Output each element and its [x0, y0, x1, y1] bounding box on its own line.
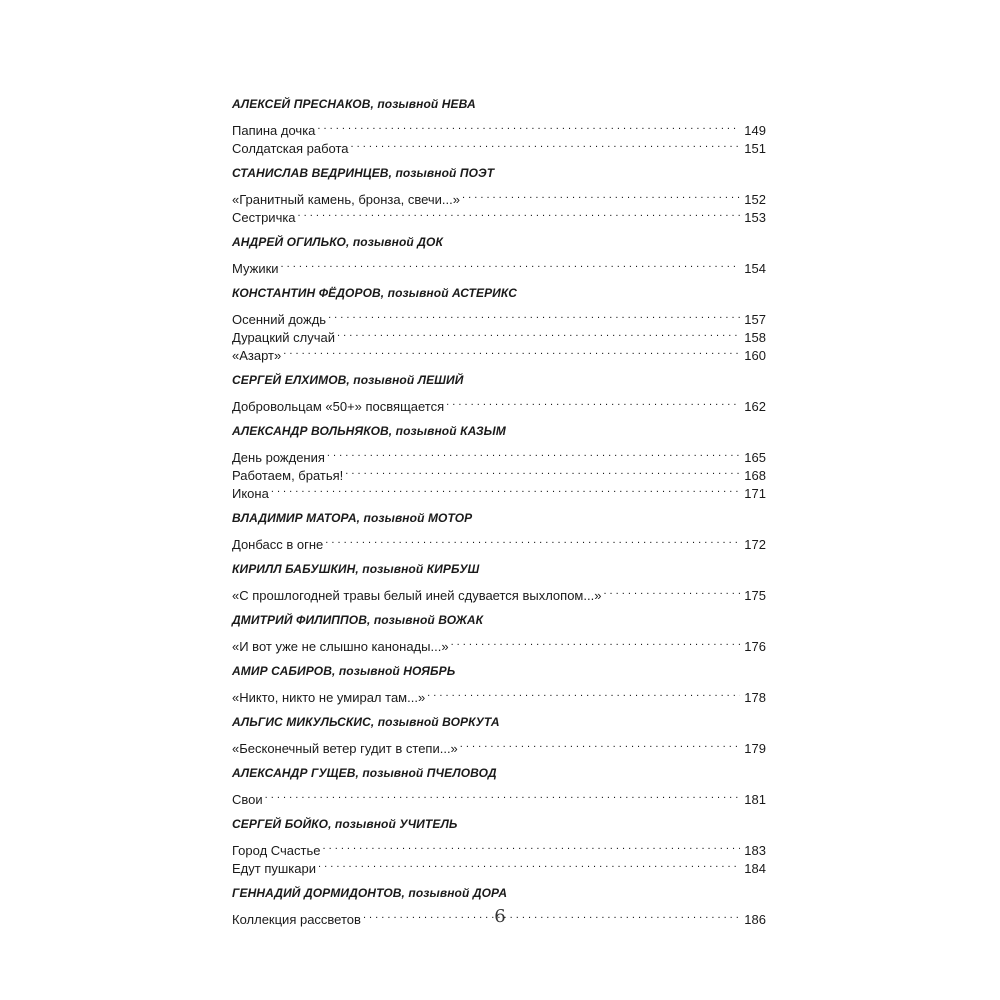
entry-title: Работаем, братья! [232, 468, 344, 483]
dot-leader [462, 186, 740, 204]
toc-section [232, 372, 766, 414]
toc-entry[interactable] [232, 255, 766, 276]
entry-page-number: 183 [744, 843, 766, 858]
dot-leader [317, 117, 740, 135]
entry-title: «Азарт» [232, 348, 282, 363]
toc-section [232, 612, 766, 654]
toc-section [232, 423, 766, 501]
toc-entry[interactable] [232, 735, 766, 756]
table-of-contents [232, 96, 766, 927]
entry-title: Осенний дождь [232, 312, 327, 327]
dot-leader [451, 633, 741, 651]
entry-page-number: 157 [744, 312, 766, 327]
dot-leader [325, 531, 740, 549]
toc-entry[interactable] [232, 306, 766, 327]
dot-leader [345, 462, 740, 480]
entry-title: Едут пушкари [232, 861, 316, 876]
toc-entry[interactable] [232, 684, 766, 705]
dot-leader [351, 135, 741, 153]
entry-page-number: 181 [744, 792, 766, 807]
entry-page-number: 153 [744, 210, 766, 225]
entry-page-number: 171 [744, 486, 766, 501]
toc-section [232, 234, 766, 276]
entry-page-number: 162 [744, 399, 766, 414]
toc-entry[interactable] [232, 480, 766, 501]
toc-entry[interactable] [232, 582, 766, 603]
author-heading: ДМИТРИЙ ФИЛИППОВ, позывной ВОЖАК [232, 613, 484, 627]
author-heading: АНДРЕЙ ОГИЛЬКО, позывной ДОК [232, 235, 443, 249]
toc-section [232, 285, 766, 363]
entry-page-number: 152 [744, 192, 766, 207]
dot-leader [328, 306, 740, 324]
toc-entry[interactable] [232, 393, 766, 414]
toc-entry[interactable] [232, 444, 766, 465]
entry-page-number: 160 [744, 348, 766, 363]
author-heading: КИРИЛЛ БАБУШКИН, позывной КИРБУШ [232, 562, 480, 576]
toc-entry[interactable] [232, 786, 766, 807]
dot-leader [298, 204, 741, 222]
entry-title: Дурацкий случай [232, 330, 336, 345]
author-heading: АЛЕКСАНДР ВОЛЬНЯКОВ, позывной КАЗЫМ [232, 424, 506, 438]
entry-title: Донбасс в огне [232, 537, 324, 552]
entry-page-number: 172 [744, 537, 766, 552]
entry-title: Город Счастье [232, 843, 321, 858]
toc-entry[interactable] [232, 186, 766, 207]
author-heading: КОНСТАНТИН ФЁДОРОВ, позывной АСТЕРИКС [232, 286, 517, 300]
entry-title: «Никто, никто не умирал там...» [232, 690, 426, 705]
entry-title: День рождения [232, 450, 325, 465]
entry-title: «Гранитный камень, бронза, свечи...» [232, 192, 460, 207]
dot-leader [281, 255, 741, 273]
entry-page-number: 186 [744, 912, 766, 927]
author-heading: СЕРГЕЙ ЕЛХИМОВ, позывной ЛЕШИЙ [232, 373, 464, 387]
author-heading: СЕРГЕЙ БОЙКО, позывной УЧИТЕЛЬ [232, 817, 458, 831]
entry-page-number: 179 [744, 741, 766, 756]
toc-entry[interactable] [232, 531, 766, 552]
toc-section [232, 165, 766, 225]
dot-leader [603, 582, 740, 600]
dot-leader [322, 837, 740, 855]
entry-title: Икона [232, 486, 269, 501]
dot-leader [427, 684, 740, 702]
dot-leader [337, 324, 740, 342]
entry-title: «И вот уже не слышно канонады...» [232, 639, 449, 654]
dot-leader [460, 735, 741, 753]
dot-leader [327, 444, 740, 462]
entry-page-number: 175 [744, 588, 766, 603]
entry-title: Папина дочка [232, 123, 316, 138]
entry-page-number: 149 [744, 123, 766, 138]
entry-page-number: 176 [744, 639, 766, 654]
toc-entry[interactable] [232, 117, 766, 138]
entry-title: Коллекция рассветов [232, 912, 361, 927]
toc-section [232, 663, 766, 705]
toc-section [232, 816, 766, 876]
toc-entry[interactable] [232, 837, 766, 858]
toc-section [232, 714, 766, 756]
entry-page-number: 154 [744, 261, 766, 276]
author-heading: АЛЕКСАНДР ГУЩЕВ, позывной ПЧЕЛОВОД [232, 766, 497, 780]
entry-title: Свои [232, 792, 263, 807]
entry-page-number: 168 [744, 468, 766, 483]
dot-leader [271, 480, 740, 498]
entry-page-number: 158 [744, 330, 766, 345]
dot-leader [265, 786, 741, 804]
toc-entry[interactable] [232, 633, 766, 654]
author-heading: ГЕННАДИЙ ДОРМИДОНТОВ, позывной ДОРА [232, 886, 508, 900]
entry-title: «С прошлогодней травы белый иней сдувается выхлопом...» [232, 588, 602, 603]
author-heading: АМИР САБИРОВ, позывной НОЯБРЬ [232, 664, 456, 678]
entry-title: Добровольцам «50+» посвящается [232, 399, 445, 414]
entry-title: Солдатская работа [232, 141, 349, 156]
page-number: 6 [494, 906, 506, 927]
toc-section [232, 561, 766, 603]
author-heading: АЛЬГИС МИКУЛЬСКИС, позывной ВОРКУТА [232, 715, 500, 729]
entry-page-number: 151 [744, 141, 766, 156]
toc-section [232, 765, 766, 807]
entry-title: Мужики [232, 261, 279, 276]
toc-entry[interactable] [232, 204, 766, 225]
toc-section [232, 96, 766, 156]
author-heading: СТАНИСЛАВ ВЕДРИНЦЕВ, позывной ПОЭТ [232, 166, 495, 180]
toc-section [232, 510, 766, 552]
dot-leader [446, 393, 740, 411]
entry-page-number: 178 [744, 690, 766, 705]
entry-title: «Бесконечный ветер гудит в степи...» [232, 741, 458, 756]
dot-leader [283, 342, 740, 360]
entry-title: Сестричка [232, 210, 296, 225]
author-heading: АЛЕКСЕЙ ПРЕСНАКОВ, позывной НЕВА [232, 97, 476, 111]
dot-leader [318, 855, 740, 873]
author-heading: ВЛАДИМИР МАТОРА, позывной МОТОР [232, 511, 473, 525]
entry-page-number: 184 [744, 861, 766, 876]
entry-page-number: 165 [744, 450, 766, 465]
toc-entry[interactable] [232, 342, 766, 363]
